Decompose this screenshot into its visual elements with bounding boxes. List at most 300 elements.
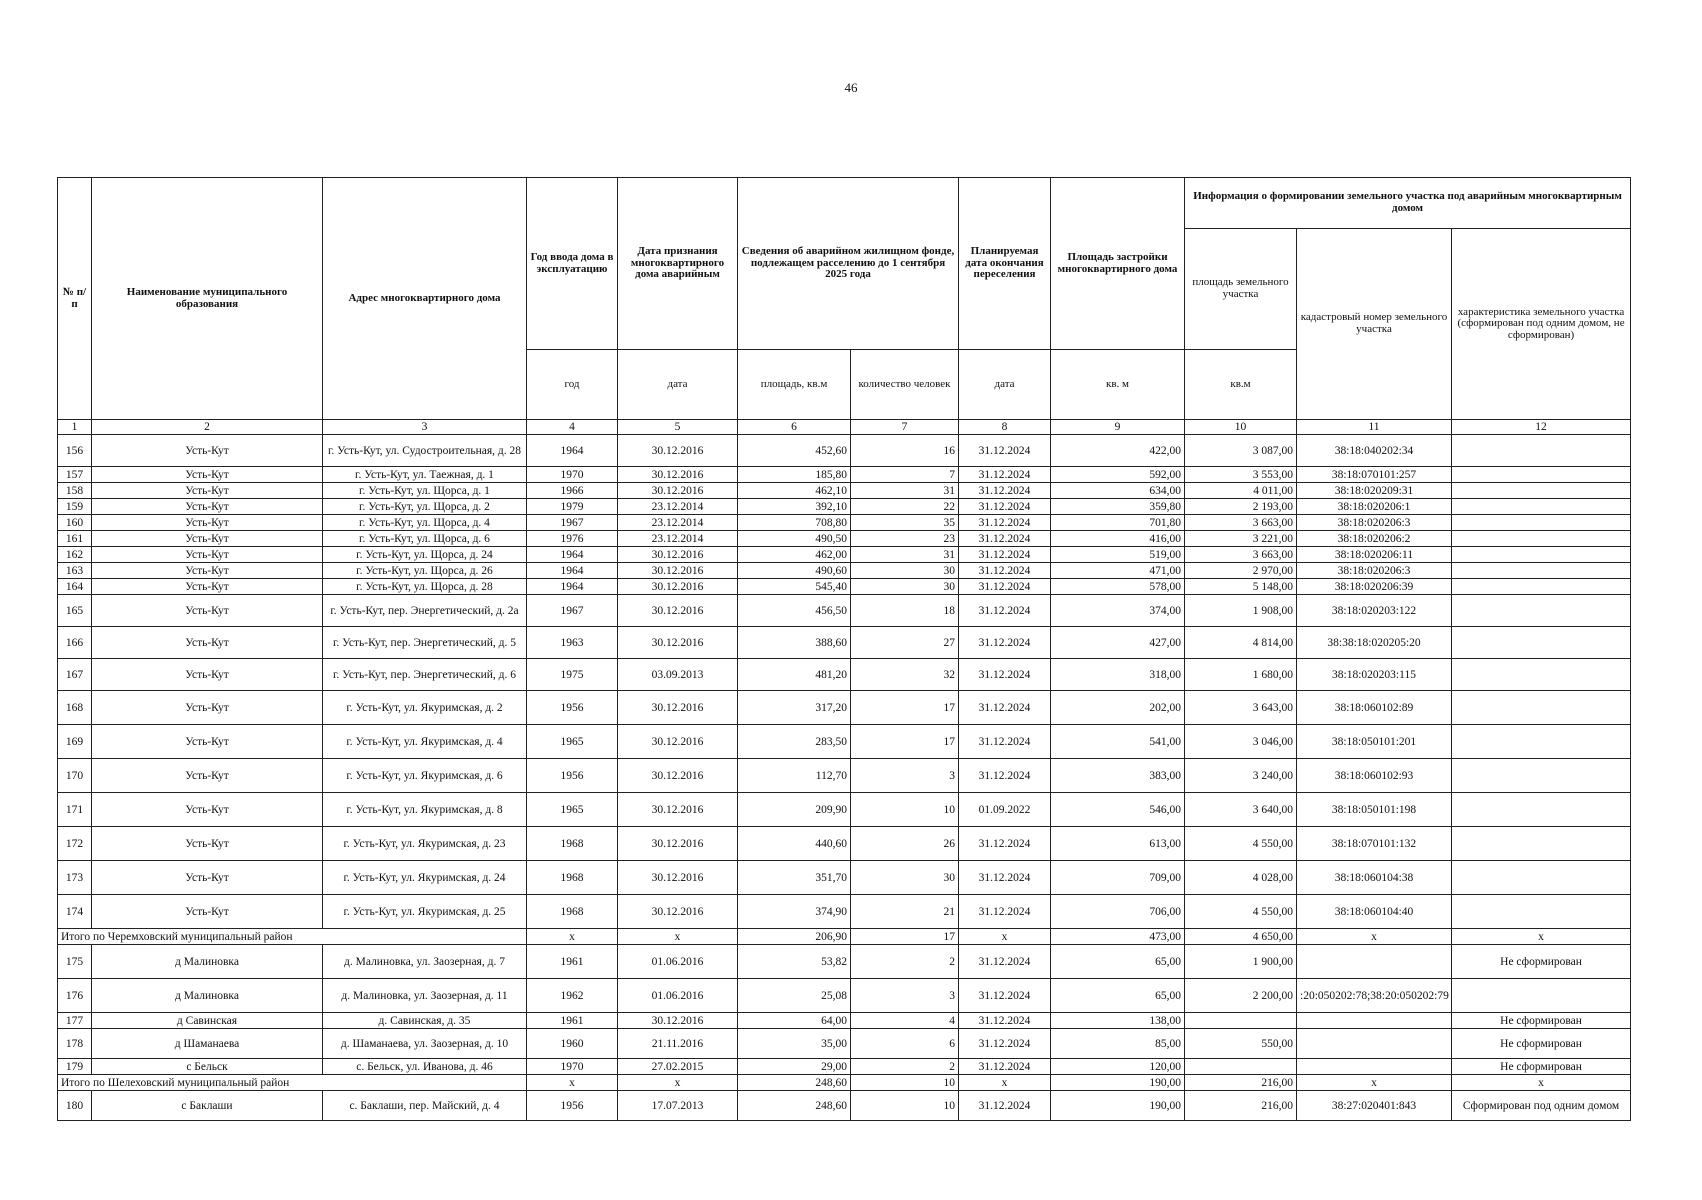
- table-row: [58, 691, 1631, 725]
- cadastral-number: [1297, 945, 1452, 979]
- people-count: 2: [851, 1059, 959, 1075]
- header-built-area: Площадь застройки многоквартирного дома: [1051, 178, 1185, 350]
- year-built: 1968: [527, 861, 618, 895]
- land-characteristic: [1452, 595, 1631, 627]
- municipality: д Шаманаева: [92, 1029, 323, 1059]
- land-area: 4 028,00: [1185, 861, 1297, 895]
- land-characteristic: [1452, 531, 1631, 547]
- row-number: 174: [58, 895, 92, 929]
- area-sqm: 25,08: [738, 979, 851, 1013]
- cadastral-number: :20:050202:78;38:20:050202:79: [1297, 979, 1452, 1013]
- total-planned-date: х: [959, 1075, 1051, 1091]
- table-row: [58, 531, 1631, 547]
- header-fund-info: Сведения об аварийном жилищном фонде, подлежащем расселению до 1 сентября 2025 года: [738, 178, 959, 350]
- year-built: 1968: [527, 827, 618, 861]
- built-area: 202,00: [1051, 691, 1185, 725]
- total-land-characteristic: х: [1452, 929, 1631, 945]
- municipality: Усть-Кут: [92, 531, 323, 547]
- land-area: 3 643,00: [1185, 691, 1297, 725]
- year-built: 1975: [527, 659, 618, 691]
- cadastral-number: 38:18:070101:132: [1297, 827, 1452, 861]
- row-number: 159: [58, 499, 92, 515]
- cadastral-number: 38:18:020206:3: [1297, 515, 1452, 531]
- row-number: 173: [58, 861, 92, 895]
- total-land-area: 216,00: [1185, 1075, 1297, 1091]
- municipality: Усть-Кут: [92, 483, 323, 499]
- recognized-date: 01.06.2016: [618, 979, 738, 1013]
- cadastral-number: 38:18:020203:115: [1297, 659, 1452, 691]
- municipality: Усть-Кут: [92, 547, 323, 563]
- area-sqm: 490,50: [738, 531, 851, 547]
- planned-date: 31.12.2024: [959, 1091, 1051, 1121]
- people-count: 21: [851, 895, 959, 929]
- built-area: 613,00: [1051, 827, 1185, 861]
- area-sqm: 112,70: [738, 759, 851, 793]
- total-label: Итого по Шелеховский муниципальный район: [58, 1075, 527, 1091]
- recognized-date: 30.12.2016: [618, 793, 738, 827]
- column-number: 9: [1051, 420, 1185, 435]
- year-built: 1963: [527, 627, 618, 659]
- land-area: 550,00: [1185, 1029, 1297, 1059]
- planned-date: 31.12.2024: [959, 861, 1051, 895]
- column-number: 12: [1452, 420, 1631, 435]
- header-land-characteristic: характеристика земельного участка (сформирован под одним домом, не сформирован): [1452, 229, 1631, 420]
- year-built: 1979: [527, 499, 618, 515]
- land-characteristic: [1452, 547, 1631, 563]
- municipality: Усть-Кут: [92, 563, 323, 579]
- area-sqm: 185,80: [738, 467, 851, 483]
- address: г. Усть-Кут, пер. Энергетический, д. 5: [323, 627, 527, 659]
- row-number: 176: [58, 979, 92, 1013]
- year-built: 1965: [527, 793, 618, 827]
- cadastral-number: 38:38:18:020205:20: [1297, 627, 1452, 659]
- year-built: 1960: [527, 1029, 618, 1059]
- recognized-date: 17.07.2013: [618, 1091, 738, 1121]
- address: г. Усть-Кут, ул. Щорса, д. 2: [323, 499, 527, 515]
- planned-date: 31.12.2024: [959, 515, 1051, 531]
- total-planned-date: х: [959, 929, 1051, 945]
- unit-date: дата: [618, 350, 738, 420]
- table-row: [58, 1059, 1631, 1075]
- column-number: 5: [618, 420, 738, 435]
- row-number: 180: [58, 1091, 92, 1121]
- land-area: 3 240,00: [1185, 759, 1297, 793]
- land-characteristic: [1452, 435, 1631, 467]
- planned-date: 31.12.2024: [959, 1059, 1051, 1075]
- year-built: 1962: [527, 979, 618, 1013]
- recognized-date: 30.12.2016: [618, 547, 738, 563]
- built-area: 374,00: [1051, 595, 1185, 627]
- municipality: д Малиновка: [92, 979, 323, 1013]
- planned-date: 31.12.2024: [959, 725, 1051, 759]
- total-year-built: х: [527, 929, 618, 945]
- people-count: 17: [851, 725, 959, 759]
- year-built: 1970: [527, 467, 618, 483]
- planned-date: 31.12.2024: [959, 563, 1051, 579]
- area-sqm: 317,20: [738, 691, 851, 725]
- people-count: 16: [851, 435, 959, 467]
- total-year-built: х: [527, 1075, 618, 1091]
- recognized-date: 30.12.2016: [618, 725, 738, 759]
- planned-date: 31.12.2024: [959, 979, 1051, 1013]
- emergency-housing-table: [57, 177, 1631, 1121]
- land-area: 1 900,00: [1185, 945, 1297, 979]
- column-number: 1: [58, 420, 92, 435]
- recognized-date: 30.12.2016: [618, 759, 738, 793]
- recognized-date: 30.12.2016: [618, 895, 738, 929]
- row-number: 168: [58, 691, 92, 725]
- municipality: д Малиновка: [92, 945, 323, 979]
- address: с. Бельск, ул. Иванова, д. 46: [323, 1059, 527, 1075]
- land-characteristic: [1452, 725, 1631, 759]
- area-sqm: 351,70: [738, 861, 851, 895]
- planned-date: 31.12.2024: [959, 691, 1051, 725]
- land-area: 2 200,00: [1185, 979, 1297, 1013]
- unit-land-sqm: кв.м: [1185, 350, 1297, 420]
- built-area: 65,00: [1051, 945, 1185, 979]
- built-area: 65,00: [1051, 979, 1185, 1013]
- land-characteristic: [1452, 579, 1631, 595]
- land-area: 1 680,00: [1185, 659, 1297, 691]
- planned-date: 31.12.2024: [959, 435, 1051, 467]
- land-characteristic: [1452, 691, 1631, 725]
- table-row: [58, 627, 1631, 659]
- planned-date: 31.12.2024: [959, 945, 1051, 979]
- cadastral-number: 38:18:020206:1: [1297, 499, 1452, 515]
- year-built: 1956: [527, 691, 618, 725]
- cadastral-number: 38:18:050101:198: [1297, 793, 1452, 827]
- address: г. Усть-Кут, ул. Якуримская, д. 2: [323, 691, 527, 725]
- column-number: 6: [738, 420, 851, 435]
- header-date-recognized: Дата признания многоквартирного дома аварийным: [618, 178, 738, 350]
- column-number: 10: [1185, 420, 1297, 435]
- people-count: 6: [851, 1029, 959, 1059]
- land-characteristic: [1452, 979, 1631, 1013]
- year-built: 1965: [527, 725, 618, 759]
- address: г. Усть-Кут, ул. Судостроительная, д. 28: [323, 435, 527, 467]
- year-built: 1956: [527, 1091, 618, 1121]
- recognized-date: 30.12.2016: [618, 563, 738, 579]
- recognized-date: 23.12.2014: [618, 531, 738, 547]
- row-number: 158: [58, 483, 92, 499]
- people-count: 3: [851, 979, 959, 1013]
- recognized-date: 01.06.2016: [618, 945, 738, 979]
- people-count: 4: [851, 1013, 959, 1029]
- area-sqm: 462,00: [738, 547, 851, 563]
- row-number: 165: [58, 595, 92, 627]
- land-area: 4 814,00: [1185, 627, 1297, 659]
- people-count: 30: [851, 579, 959, 595]
- total-cadastral-number: х: [1297, 929, 1452, 945]
- planned-date: 31.12.2024: [959, 499, 1051, 515]
- total-land-area: 4 650,00: [1185, 929, 1297, 945]
- total-area-sqm: 248,60: [738, 1075, 851, 1091]
- people-count: 32: [851, 659, 959, 691]
- planned-date: 31.12.2024: [959, 759, 1051, 793]
- unit-plan-date: дата: [959, 350, 1051, 420]
- header-year-built: Год ввода дома в эксплуатацию: [527, 178, 618, 350]
- cadastral-number: 38:18:020206:39: [1297, 579, 1452, 595]
- people-count: 7: [851, 467, 959, 483]
- recognized-date: 30.12.2016: [618, 483, 738, 499]
- planned-date: 31.12.2024: [959, 1029, 1051, 1059]
- table-row: [58, 499, 1631, 515]
- area-sqm: 456,50: [738, 595, 851, 627]
- municipality: Усть-Кут: [92, 861, 323, 895]
- row-number: 157: [58, 467, 92, 483]
- address: г. Усть-Кут, ул. Щорса, д. 1: [323, 483, 527, 499]
- row-number: 166: [58, 627, 92, 659]
- address: д. Малиновка, ул. Заозерная, д. 11: [323, 979, 527, 1013]
- row-number: 160: [58, 515, 92, 531]
- land-area: 3 553,00: [1185, 467, 1297, 483]
- planned-date: 31.12.2024: [959, 1013, 1051, 1029]
- municipality: Усть-Кут: [92, 627, 323, 659]
- column-number: 11: [1297, 420, 1452, 435]
- table-row: [58, 435, 1631, 467]
- planned-date: 31.12.2024: [959, 595, 1051, 627]
- municipality: Усть-Кут: [92, 467, 323, 483]
- people-count: 31: [851, 483, 959, 499]
- municipality: Усть-Кут: [92, 691, 323, 725]
- address: г. Усть-Кут, ул. Якуримская, д. 6: [323, 759, 527, 793]
- people-count: 22: [851, 499, 959, 515]
- table-row: [58, 979, 1631, 1013]
- land-characteristic: [1452, 483, 1631, 499]
- land-characteristic: Не сформирован: [1452, 1029, 1631, 1059]
- year-built: 1964: [527, 579, 618, 595]
- area-sqm: 708,80: [738, 515, 851, 531]
- row-number: 164: [58, 579, 92, 595]
- row-number: 171: [58, 793, 92, 827]
- people-count: 10: [851, 793, 959, 827]
- address: г. Усть-Кут, ул. Якуримская, д. 4: [323, 725, 527, 759]
- people-count: 2: [851, 945, 959, 979]
- area-sqm: 545,40: [738, 579, 851, 595]
- row-number: 172: [58, 827, 92, 861]
- land-area: 3 046,00: [1185, 725, 1297, 759]
- planned-date: 01.09.2022: [959, 793, 1051, 827]
- municipality: Усть-Кут: [92, 827, 323, 861]
- unit-sqm: кв. м: [1051, 350, 1185, 420]
- table-row: [58, 1029, 1631, 1059]
- built-area: 706,00: [1051, 895, 1185, 929]
- built-area: 318,00: [1051, 659, 1185, 691]
- column-number-row: [58, 420, 1631, 435]
- planned-date: 31.12.2024: [959, 531, 1051, 547]
- area-sqm: 29,00: [738, 1059, 851, 1075]
- address: г. Усть-Кут, ул. Якуримская, д. 8: [323, 793, 527, 827]
- land-area: 2 970,00: [1185, 563, 1297, 579]
- area-sqm: 248,60: [738, 1091, 851, 1121]
- address: г. Усть-Кут, ул. Таежная, д. 1: [323, 467, 527, 483]
- row-number: 161: [58, 531, 92, 547]
- cadastral-number: 38:18:020206:3: [1297, 563, 1452, 579]
- table-row: [58, 659, 1631, 691]
- table-row: [58, 467, 1631, 483]
- year-built: 1976: [527, 531, 618, 547]
- land-area: 3 663,00: [1185, 547, 1297, 563]
- table-row: [58, 793, 1631, 827]
- address: г. Усть-Кут, пер. Энергетический, д. 2а: [323, 595, 527, 627]
- table-row: [58, 563, 1631, 579]
- built-area: 471,00: [1051, 563, 1185, 579]
- cadastral-number: [1297, 1013, 1452, 1029]
- land-area: 3 221,00: [1185, 531, 1297, 547]
- table-row: [58, 515, 1631, 531]
- header-municipality: Наименование муниципального образования: [92, 178, 323, 420]
- recognized-date: 30.12.2016: [618, 467, 738, 483]
- recognized-date: 30.12.2016: [618, 1013, 738, 1029]
- table-row: [58, 595, 1631, 627]
- recognized-date: 30.12.2016: [618, 827, 738, 861]
- total-row: [58, 1075, 1631, 1091]
- municipality: с Бельск: [92, 1059, 323, 1075]
- table-row: [58, 827, 1631, 861]
- table-row: [58, 1091, 1631, 1121]
- year-built: 1970: [527, 1059, 618, 1075]
- address: г. Усть-Кут, ул. Щорса, д. 28: [323, 579, 527, 595]
- unit-people: количество человек: [851, 350, 959, 420]
- planned-date: 31.12.2024: [959, 483, 1051, 499]
- row-number: 178: [58, 1029, 92, 1059]
- cadastral-number: 38:18:070101:257: [1297, 467, 1452, 483]
- total-cadastral-number: х: [1297, 1075, 1452, 1091]
- land-area: 216,00: [1185, 1091, 1297, 1121]
- built-area: 578,00: [1051, 579, 1185, 595]
- header-planned-date: Планируемая дата окончания переселения: [959, 178, 1051, 350]
- recognized-date: 21.11.2016: [618, 1029, 738, 1059]
- area-sqm: 462,10: [738, 483, 851, 499]
- area-sqm: 209,90: [738, 793, 851, 827]
- planned-date: 31.12.2024: [959, 579, 1051, 595]
- year-built: 1967: [527, 515, 618, 531]
- municipality: Усть-Кут: [92, 659, 323, 691]
- municipality: Усть-Кут: [92, 759, 323, 793]
- area-sqm: 452,60: [738, 435, 851, 467]
- table-row: [58, 483, 1631, 499]
- land-characteristic: Не сформирован: [1452, 945, 1631, 979]
- table-row: [58, 759, 1631, 793]
- built-area: 546,00: [1051, 793, 1185, 827]
- planned-date: 31.12.2024: [959, 467, 1051, 483]
- total-people-count: 10: [851, 1075, 959, 1091]
- municipality: Усть-Кут: [92, 895, 323, 929]
- people-count: 30: [851, 861, 959, 895]
- row-number: 169: [58, 725, 92, 759]
- recognized-date: 30.12.2016: [618, 435, 738, 467]
- total-recognized-date: х: [618, 1075, 738, 1091]
- land-area: [1185, 1013, 1297, 1029]
- land-characteristic: Не сформирован: [1452, 1013, 1631, 1029]
- total-recognized-date: х: [618, 929, 738, 945]
- area-sqm: 392,10: [738, 499, 851, 515]
- address: д. Малиновка, ул. Заозерная, д. 7: [323, 945, 527, 979]
- cadastral-number: 38:18:020203:122: [1297, 595, 1452, 627]
- column-number: 4: [527, 420, 618, 435]
- people-count: 30: [851, 563, 959, 579]
- recognized-date: 30.12.2016: [618, 691, 738, 725]
- table-row: [58, 895, 1631, 929]
- cadastral-number: 38:18:060102:93: [1297, 759, 1452, 793]
- year-built: 1967: [527, 595, 618, 627]
- people-count: 18: [851, 595, 959, 627]
- year-built: 1966: [527, 483, 618, 499]
- built-area: 634,00: [1051, 483, 1185, 499]
- land-characteristic: [1452, 793, 1631, 827]
- area-sqm: 481,20: [738, 659, 851, 691]
- land-characteristic: [1452, 627, 1631, 659]
- recognized-date: 23.12.2014: [618, 515, 738, 531]
- land-area: 3 640,00: [1185, 793, 1297, 827]
- header-land-info: Информация о формировании земельного участка под аварийным многоквартирным домом: [1185, 178, 1631, 229]
- column-number: 7: [851, 420, 959, 435]
- land-area: 4 550,00: [1185, 895, 1297, 929]
- address: с. Баклаши, пер. Майский, д. 4: [323, 1091, 527, 1121]
- municipality: д Савинская: [92, 1013, 323, 1029]
- land-characteristic: [1452, 861, 1631, 895]
- people-count: 17: [851, 691, 959, 725]
- land-characteristic: [1452, 659, 1631, 691]
- area-sqm: 64,00: [738, 1013, 851, 1029]
- people-count: 35: [851, 515, 959, 531]
- cadastral-number: 38:27:020401:843: [1297, 1091, 1452, 1121]
- address: г. Усть-Кут, ул. Якуримская, д. 23: [323, 827, 527, 861]
- people-count: 3: [851, 759, 959, 793]
- land-characteristic: Не сформирован: [1452, 1059, 1631, 1075]
- municipality: Усть-Кут: [92, 595, 323, 627]
- header-num: № п/п: [58, 178, 92, 420]
- cadastral-number: 38:18:020206:2: [1297, 531, 1452, 547]
- column-number: 8: [959, 420, 1051, 435]
- land-area: 1 908,00: [1185, 595, 1297, 627]
- address: д. Савинская, д. 35: [323, 1013, 527, 1029]
- year-built: 1964: [527, 563, 618, 579]
- built-area: 422,00: [1051, 435, 1185, 467]
- municipality: Усть-Кут: [92, 725, 323, 759]
- area-sqm: 35,00: [738, 1029, 851, 1059]
- cadastral-number: 38:18:040202:34: [1297, 435, 1452, 467]
- table-row: [58, 579, 1631, 595]
- built-area: 120,00: [1051, 1059, 1185, 1075]
- land-area: 2 193,00: [1185, 499, 1297, 515]
- land-characteristic: [1452, 895, 1631, 929]
- address: г. Усть-Кут, ул. Якуримская, д. 24: [323, 861, 527, 895]
- area-sqm: 388,60: [738, 627, 851, 659]
- planned-date: 31.12.2024: [959, 827, 1051, 861]
- built-area: 190,00: [1051, 1091, 1185, 1121]
- recognized-date: 30.12.2016: [618, 861, 738, 895]
- address: г. Усть-Кут, ул. Якуримская, д. 25: [323, 895, 527, 929]
- year-built: 1961: [527, 945, 618, 979]
- address: г. Усть-Кут, ул. Щорса, д. 4: [323, 515, 527, 531]
- cadastral-number: [1297, 1029, 1452, 1059]
- row-number: 177: [58, 1013, 92, 1029]
- total-land-characteristic: х: [1452, 1075, 1631, 1091]
- table-row: [58, 725, 1631, 759]
- planned-date: 31.12.2024: [959, 547, 1051, 563]
- year-built: 1956: [527, 759, 618, 793]
- land-area: 3 663,00: [1185, 515, 1297, 531]
- people-count: 10: [851, 1091, 959, 1121]
- built-area: 701,80: [1051, 515, 1185, 531]
- header-address: Адрес многоквартирного дома: [323, 178, 527, 420]
- header-cadastral: кадастровый номер земельного участка: [1297, 229, 1452, 420]
- planned-date: 31.12.2024: [959, 659, 1051, 691]
- row-number: 162: [58, 547, 92, 563]
- municipality: Усть-Кут: [92, 499, 323, 515]
- table-row: [58, 861, 1631, 895]
